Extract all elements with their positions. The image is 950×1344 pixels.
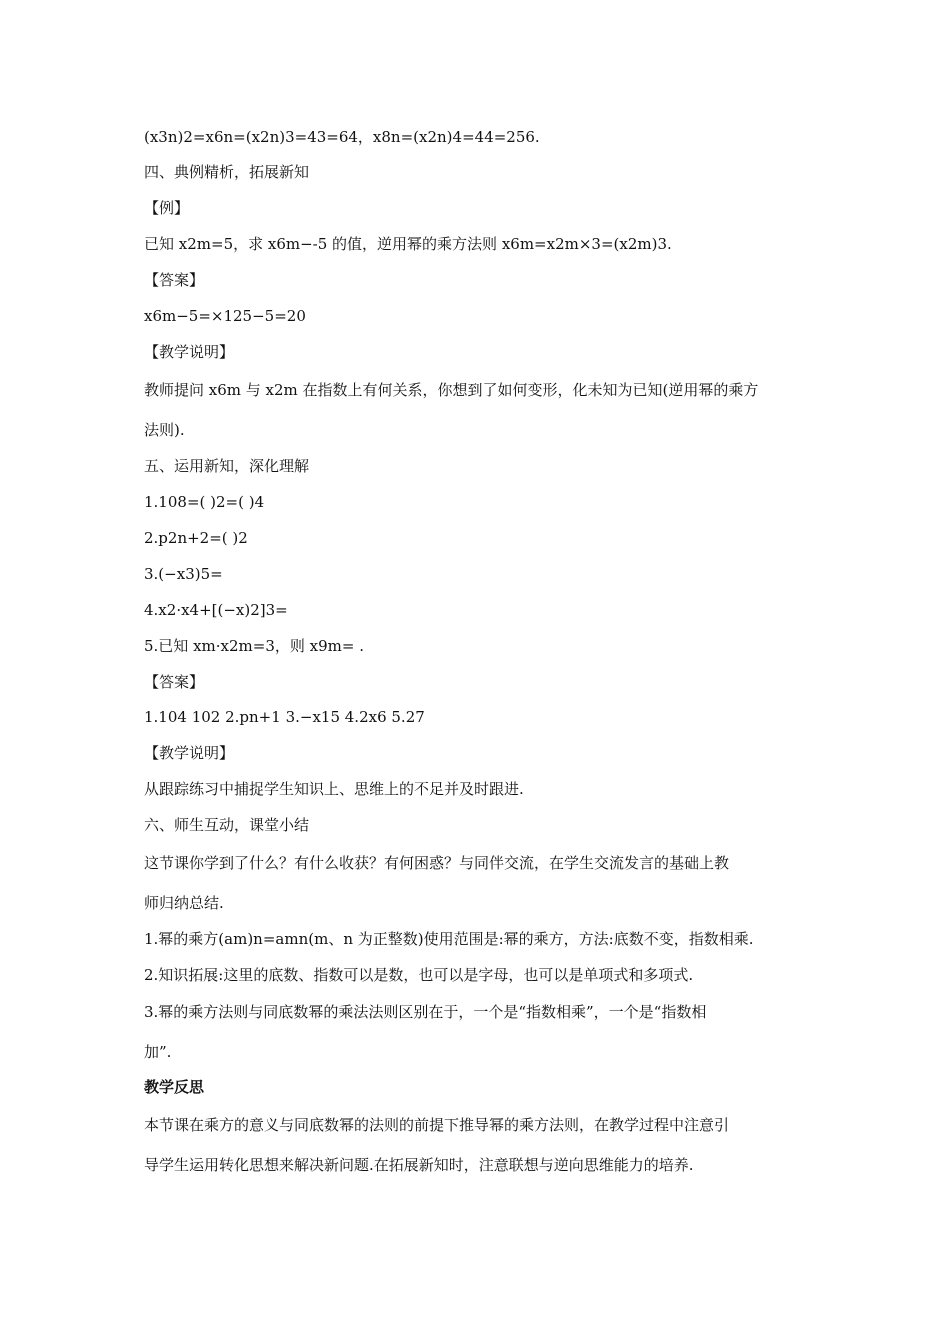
section-heading: 六、师生互动，课堂小结 — [144, 816, 310, 834]
exercise-item: 4.x2·x4+[(−x)2]3= — [144, 601, 288, 619]
section-heading: 四、典例精析，拓展新知 — [144, 163, 310, 181]
text-line: 加”. — [144, 1043, 172, 1061]
section-heading: 五、运用新知，深化理解 — [144, 457, 310, 475]
exercise-item: 2.p2n+2=( )2 — [144, 529, 248, 547]
summary-item: 3.幂的乘方法则与同底数幂的乘法法则区别在于，一个是“指数相乘”，一个是“指数相 — [144, 1003, 707, 1021]
label-answer: 【答案】 — [144, 673, 205, 691]
exercise-item: 5.已知 xm·x2m=3，则 x9m= . — [144, 637, 364, 655]
text-line: x6m−5=×125−5=20 — [144, 307, 306, 325]
text-line: (x3n)2=x6n=(x2n)3=43=64，x8n=(x2n)4=44=256. — [144, 128, 540, 146]
reflection-heading: 教学反思 — [144, 1078, 205, 1096]
label-answer: 【答案】 — [144, 271, 205, 289]
label-example: 【例】 — [144, 199, 190, 217]
summary-item: 1.幂的乘方(am)n=amn(m、n 为正整数)使用范围是:幂的乘方，方法:底数不变，指数相乘. — [144, 930, 754, 948]
text-line: 本节课在乘方的意义与同底数幂的法则的前提下推导幂的乘方法则，在教学过程中注意引 — [144, 1116, 730, 1134]
text-line: 法则). — [144, 421, 185, 439]
text-line: 已知 x2m=5，求 x6m−-5 的值，逆用幂的乘方法则 x6m=x2m×3=(x2m)3. — [144, 235, 672, 253]
exercise-item: 3.(−x3)5= — [144, 565, 223, 583]
summary-item: 2.知识拓展:这里的底数、指数可以是数，也可以是字母，也可以是单项式和多项式. — [144, 966, 694, 984]
text-line: 导学生运用转化思想来解决新问题.在拓展新知时，注意联想与逆向思维能力的培养. — [144, 1156, 694, 1174]
label-teaching-note: 【教学说明】 — [144, 343, 235, 361]
text-line: 从跟踪练习中捕捉学生知识上、思维上的不足并及时跟进. — [144, 780, 524, 798]
label-teaching-note: 【教学说明】 — [144, 744, 235, 762]
text-line: 教师提问 x6m 与 x2m 在指数上有何关系，你想到了如何变形，化未知为已知(逆用幂的乘方 — [144, 381, 759, 399]
text-line: 1.104 102 2.pn+1 3.−x15 4.2x6 5.27 — [144, 708, 425, 726]
text-line: 这节课你学到了什么？有什么收获？有何困惑？与同伴交流，在学生交流发言的基础上教 — [144, 854, 730, 872]
exercise-item: 1.108=( )2=( )4 — [144, 493, 265, 511]
text-line: 师归纳总结. — [144, 894, 224, 912]
